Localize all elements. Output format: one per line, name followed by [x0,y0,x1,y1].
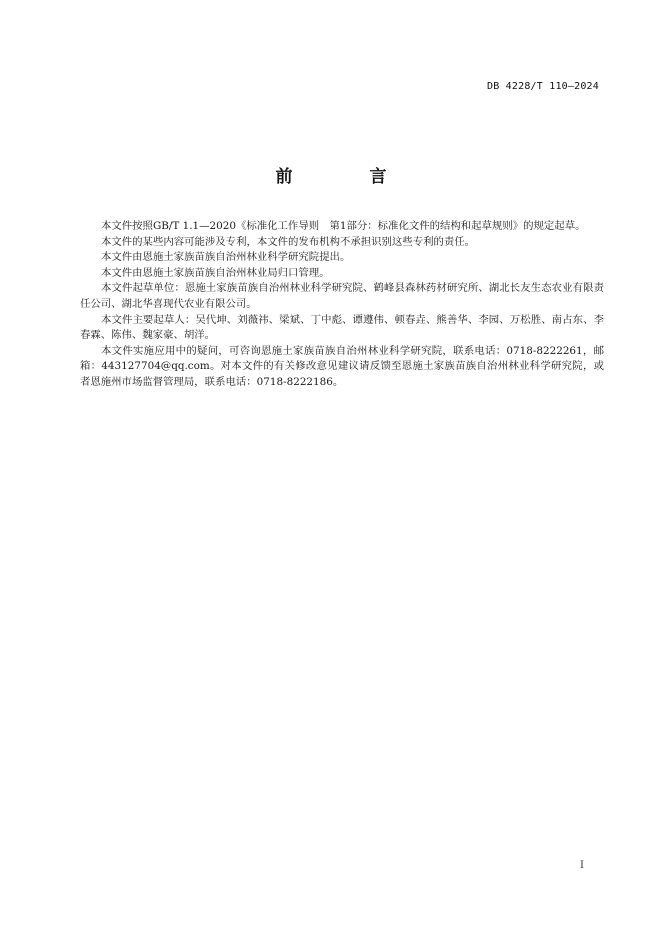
paragraph-administrator: 本文件由恩施土家族苗族自治州林业局归口管理。 [101,266,330,279]
page-title: 前 言 [275,167,417,187]
paragraph-contact: 本文件实施应用中的疑问，可咨询恩施土家族苗族自治州林业科学研究院，联系电话：0718-8222261，邮箱：443127704@qq.com。对本文件的有关修改意见建议请反馈至恩施土家族苗族自治州林业科学研究院，或者恩施州市场监督管理局，联系电话：0718-8222186。 [80,344,604,388]
document-code: DB 4228/T 110—2024 [487,81,599,92]
paragraph-drafting-units: 本文件起草单位：恩施土家族苗族自治州林业科学研究院、鹤峰县森林药材研究所、湖北长友生态农业有限责任公司、湖北华喜现代农业有限公司。 [80,282,604,310]
paragraph-drafting-rules: 本文件按照GB/T 1.1—2020《标准化工作导则 第1部分：标准化文件的结构和起草规则》的规定起草。 [101,220,586,232]
foreword-body [80,219,604,391]
paragraph-drafters: 本文件主要起草人：吴代坤、刘薇祎、梁斌、丁中彪、谭遵伟、顿春垚、熊善华、李园、万松胜、南占东、李春霖、陈伟、魏家豪、胡洋。 [80,313,604,342]
paragraph-patent-notice: 本文件的某些内容可能涉及专利，本文件的发布机构不承担识别这些专利的责任。 [101,235,476,248]
page-number: I [580,860,584,871]
paragraph-proposer: 本文件由恩施土家族苗族自治州林业科学研究院提出。 [101,251,351,264]
